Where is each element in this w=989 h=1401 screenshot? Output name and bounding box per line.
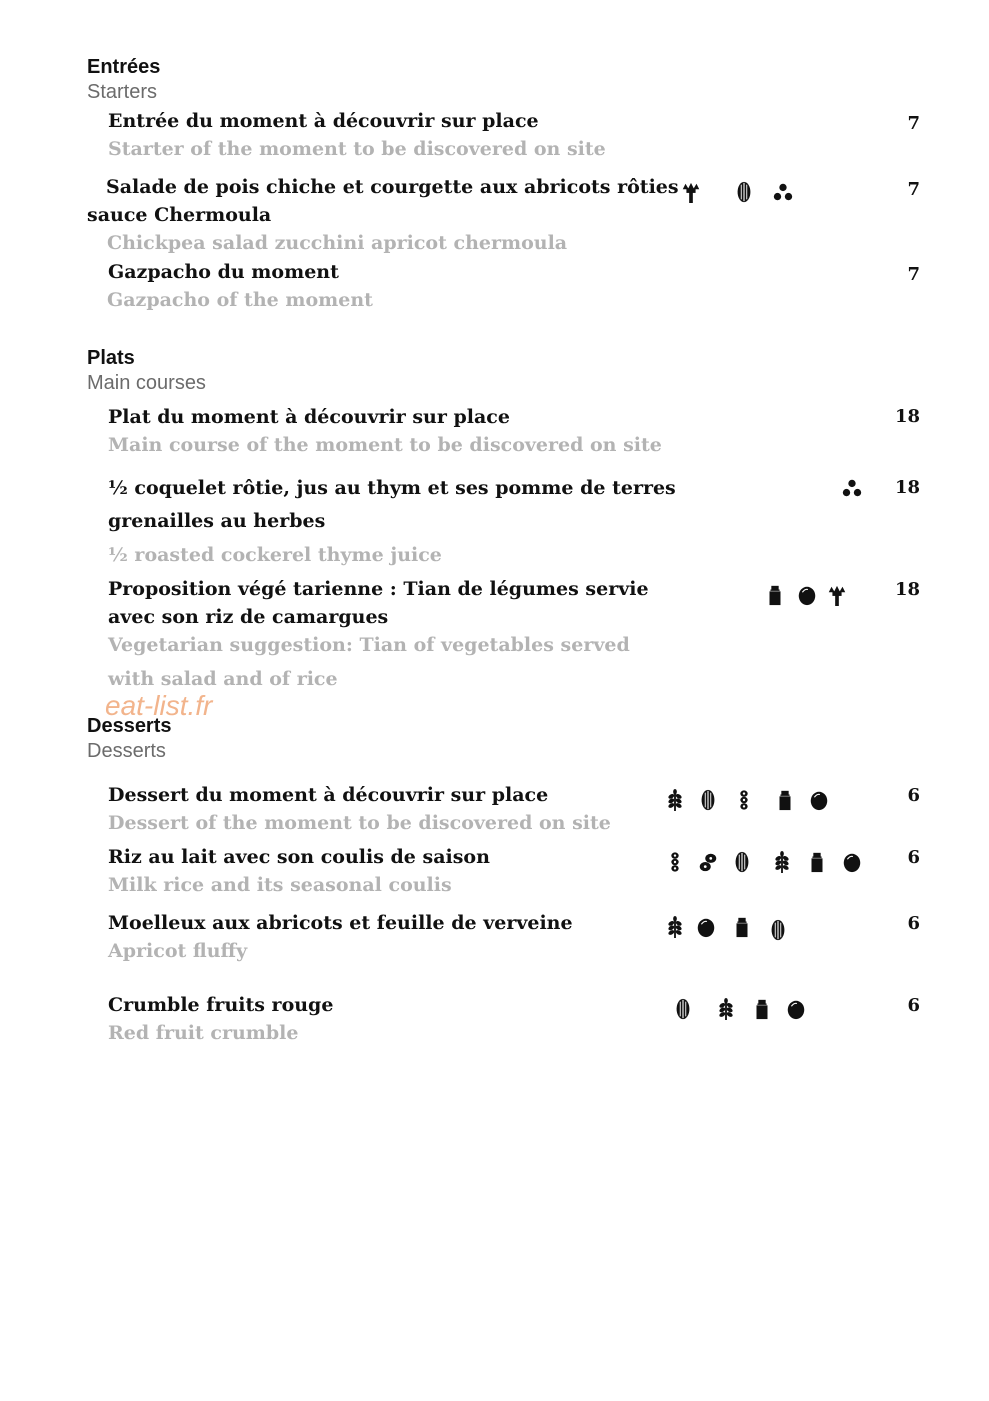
item-name: Dessert du moment à découvrir sur place	[108, 784, 549, 806]
item-desc: Apricot fluffy	[108, 940, 248, 962]
mustard-seed-icon	[731, 850, 753, 874]
item-price: 6	[907, 913, 920, 934]
item-desc: Chickpea salad zucchini apricot chermoula	[107, 232, 568, 254]
item-name: Crumble fruits rouge	[108, 994, 334, 1016]
item-price: 18	[894, 406, 920, 427]
egg-icon	[841, 850, 863, 874]
egg-icon	[796, 583, 818, 607]
item-price: 7	[907, 113, 920, 134]
section-subtitle-starters: Starters	[87, 81, 158, 103]
item-desc: Dessert of the moment to be discovered on site	[108, 812, 611, 834]
watermark-logo: eat-list.fr	[105, 690, 213, 721]
celery-icon	[826, 583, 848, 607]
item-desc: Vegetarian suggestion: Tian of vegetables served	[108, 634, 630, 656]
section-subtitle-main-courses: Main courses	[87, 372, 206, 394]
sesame-icon	[733, 788, 755, 812]
section-title-plats: Plats	[87, 347, 135, 369]
item-name-continued: sauce Chermoula	[87, 204, 272, 226]
peanut-icon	[697, 850, 719, 874]
item-desc: Gazpacho of the moment	[107, 289, 373, 311]
item-name: Salade de pois chiche et courgette aux abricots rôties	[106, 176, 679, 198]
egg-icon	[808, 788, 830, 812]
milk-icon	[764, 583, 786, 607]
mustard-seed-icon	[672, 997, 694, 1021]
item-desc: Milk rice and its seasonal coulis	[108, 874, 452, 896]
item-name: Gazpacho du moment	[108, 261, 339, 283]
gluten-icon	[664, 788, 686, 812]
egg-icon	[695, 915, 717, 939]
milk-icon	[731, 915, 753, 939]
section-title-desserts: Desserts	[87, 715, 172, 737]
item-desc-continued: with salad and of rice	[108, 668, 338, 690]
section-title-entrees: Entrées	[87, 56, 161, 78]
mustard-seed-icon	[697, 788, 719, 812]
item-name-continued: grenailles au herbes	[108, 510, 326, 532]
celery-icon	[680, 180, 702, 204]
item-price: 7	[907, 179, 920, 200]
sesame-icon	[664, 850, 686, 874]
item-price: 6	[907, 847, 920, 868]
gluten-icon	[715, 997, 737, 1021]
lupin-icon	[841, 476, 863, 500]
section-subtitle-desserts: Desserts	[87, 740, 166, 762]
item-name: Moelleux aux abricots et feuille de verveine	[108, 912, 573, 934]
item-name: ½ coquelet rôtie, jus au thym et ses pomme de terres	[108, 477, 676, 499]
item-desc: Starter of the moment to be discovered on site	[108, 138, 606, 160]
item-price: 6	[907, 785, 920, 806]
mustard-seed-icon	[767, 918, 789, 942]
item-desc: ½ roasted cockerel thyme juice	[108, 544, 442, 566]
item-name: Entrée du moment à découvrir sur place	[108, 110, 539, 132]
item-price: 7	[907, 264, 920, 285]
item-desc: Main course of the moment to be discovered on site	[108, 434, 662, 456]
gluten-icon	[664, 915, 686, 939]
item-name: Proposition végé tarienne : Tian de légumes servie	[108, 578, 649, 600]
item-name-continued: avec son riz de camargues	[108, 606, 389, 628]
item-price: 18	[894, 477, 920, 498]
milk-icon	[806, 850, 828, 874]
item-price: 6	[907, 995, 920, 1016]
milk-icon	[751, 997, 773, 1021]
egg-icon	[785, 997, 807, 1021]
item-price: 18	[894, 579, 920, 600]
milk-icon	[774, 788, 796, 812]
item-desc: Red fruit crumble	[108, 1022, 299, 1044]
mustard-seed-icon	[733, 180, 755, 204]
item-name: Riz au lait avec son coulis de saison	[108, 846, 490, 868]
item-name: Plat du moment à découvrir sur place	[108, 406, 510, 428]
gluten-icon	[771, 850, 793, 874]
lupin-icon	[772, 180, 794, 204]
